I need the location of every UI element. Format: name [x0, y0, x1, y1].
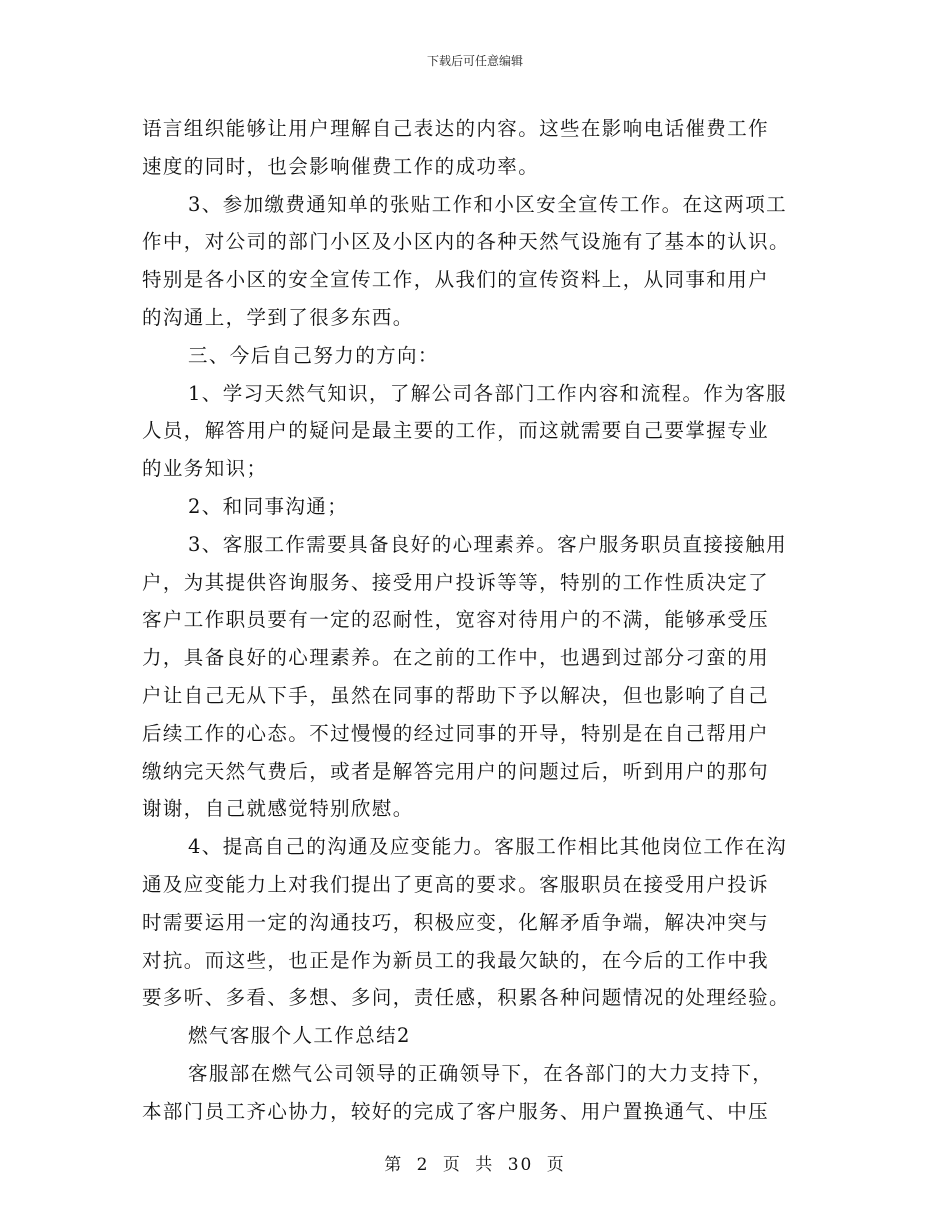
paragraph: [142, 375, 808, 488]
paragraph: [142, 1055, 808, 1131]
paragraph: [142, 488, 808, 526]
text-line: 户，为其提供咨询服务、接受用户投诉等等，特别的工作性质决定了: [142, 570, 770, 594]
text-line: 要多听、多看、多想、多问，责任感，积累各种问题情况的处理经验。: [142, 986, 790, 1010]
text-line: 客服部在燃气公司领导的正确领导下，在各部门的大力支持下，: [188, 1061, 774, 1085]
page-header: 下载后可任意编辑: [426, 54, 523, 68]
text-line: 语言组织能够让用户理解自己表达的内容。这些在影响电话催费工作: [142, 117, 770, 140]
text-line: 的沟通上，学到了很多东西。: [142, 305, 414, 329]
text-line: 时需要运用一定的沟通技巧，积极应变，化解矛盾争端，解决冲突与: [142, 910, 770, 934]
paragraph: [142, 337, 808, 375]
paragraph: [142, 186, 808, 337]
text-line: 速度的同时，也会影响催费工作的成功率。: [142, 154, 540, 178]
text-line: 1、学习天然气知识，了解公司各部门工作内容和流程。作为客服: [188, 381, 788, 405]
text-line: 本部门员工齐心协力，较好的完成了客户服务、用户置换通气、中压: [142, 1099, 770, 1123]
paragraph: [142, 110, 808, 186]
text-line: 客户工作职员要有一定的忍耐性，宽容对待用户的不满，能够承受压: [142, 608, 770, 632]
text-line: 特别是各小区的安全宣传工作，从我们的宣传资料上，从同事和用户: [142, 268, 770, 292]
paragraph: [142, 1017, 808, 1055]
paragraph: [142, 828, 808, 1017]
text-line: 人员，解答用户的疑问是最主要的工作，而这就需要自己要掌握专业: [142, 419, 770, 443]
text-line: 2、和同事沟通；: [188, 494, 349, 518]
text-line: 作中，对公司的部门小区及小区内的各种天然气设施有了基本的认识。: [142, 230, 790, 254]
text-line: 燃气客服个人工作总结2: [188, 1024, 411, 1048]
text-line: 三、今后自己努力的方向：: [188, 343, 439, 367]
page-number-footer: 第 2 页 共 30 页: [384, 1155, 566, 1175]
document-body: [142, 110, 808, 1131]
text-line: 力，具备良好的心理素养。在之前的工作中，也遇到过部分刁蛮的用: [142, 646, 770, 670]
text-line: 通及应变能力上对我们提出了更高的要求。客服职员在接受用户投诉: [142, 872, 770, 896]
text-line: 谢谢，自己就感觉特别欣慰。: [142, 797, 414, 821]
text-line: 3、参加缴费通知单的张贴工作和小区安全宣传工作。在这两项工: [188, 192, 788, 216]
text-line: 缴纳完天然气费后，或者是解答完用户的问题过后，听到用户的那句: [142, 759, 770, 783]
text-line: 的业务知识；: [142, 457, 268, 481]
text-line: 户让自己无从下手，虽然在同事的帮助下予以解决，但也影响了自己: [142, 683, 770, 707]
text-line: 对抗。而这些，也正是作为新员工的我最欠缺的，在今后的工作中我: [142, 948, 770, 972]
text-line: 后续工作的心态。不过慢慢的经过同事的开导，特别是在自己帮用户: [142, 721, 770, 745]
text-line: 4、提高自己的沟通及应变能力。客服工作相比其他岗位工作在沟: [188, 835, 788, 859]
paragraph: [142, 526, 808, 828]
text-line: 3、客服工作需要具备良好的心理素养。客户服务职员直接接触用: [188, 532, 788, 556]
